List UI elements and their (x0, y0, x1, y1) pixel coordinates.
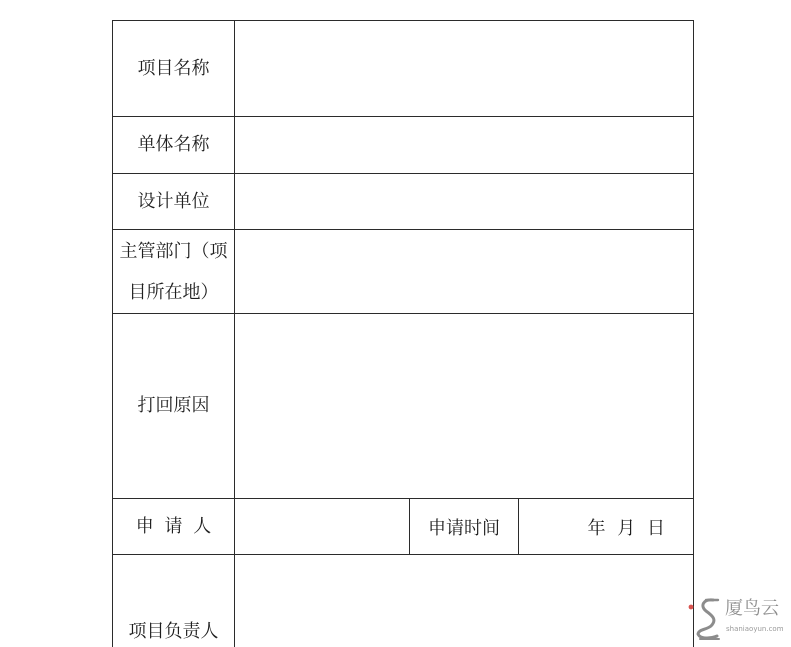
department-label-line-2: 目所在地） (128, 281, 219, 303)
form-table (112, 20, 694, 647)
applicant-label: 申 请 人 (113, 499, 235, 554)
apply-time-label: 申请时间 (410, 499, 519, 554)
bird-logo-icon (686, 596, 724, 642)
project-lead-label: 项目负责人 (113, 555, 235, 647)
row-return-reason (113, 314, 693, 499)
department-label (113, 230, 235, 313)
row-unit-name (113, 117, 693, 174)
watermark-brand: 厦鸟云 (725, 598, 779, 619)
row-department (113, 230, 693, 314)
row-applicant (113, 499, 693, 555)
design-unit-field (235, 174, 693, 229)
row-project-name (113, 21, 693, 117)
row-project-lead (113, 555, 693, 647)
logo-dot (689, 605, 694, 610)
return-reason-field (235, 314, 693, 498)
watermark-domain: shaniaoyun.com (726, 625, 784, 633)
project-lead-field (235, 555, 693, 647)
unit-name-label: 单体名称 (113, 117, 235, 173)
apply-date-field: 年 月 日 (587, 517, 665, 539)
row-design-unit (113, 174, 693, 230)
applicant-field (235, 499, 410, 554)
project-name-label: 项目名称 (113, 21, 235, 116)
return-reason-label: 打回原因 (113, 314, 235, 498)
department-label-line-1: 主管部门（项 (119, 240, 228, 262)
department-field (235, 230, 693, 313)
design-unit-label: 设计单位 (113, 174, 235, 229)
project-name-field (235, 21, 693, 116)
unit-name-field (235, 117, 693, 173)
